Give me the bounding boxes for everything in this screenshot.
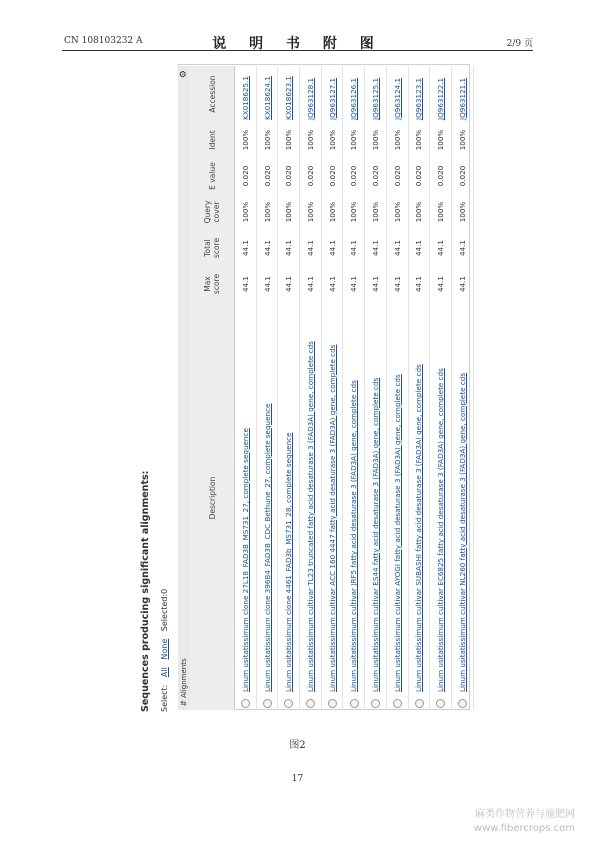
e-value-cell: 0.020 — [300, 158, 322, 194]
row-checkbox[interactable] — [350, 699, 359, 708]
accession-cell — [386, 66, 408, 122]
query-cover-cell: 100% — [365, 194, 387, 230]
row-select-cell — [256, 694, 278, 710]
description-cell — [408, 302, 430, 694]
select-label: Select: — [160, 684, 169, 712]
row-select-cell — [278, 694, 300, 710]
e-value-cell: 0.020 — [235, 158, 257, 194]
accession-header[interactable]: Accession — [190, 66, 235, 122]
description-link[interactable]: Linum usitatissimum clone 27L18_FAD3B_MS731_27, complete sequence — [240, 428, 250, 692]
query-cover-cell: 100% — [430, 194, 452, 230]
query-cover-cell: 100% — [343, 194, 365, 230]
e-value-cell: 0.020 — [430, 158, 452, 194]
figure-caption: 图2 — [289, 740, 306, 751]
patent-number: CN 108103232 A — [64, 36, 143, 46]
max-score-cell: 44.1 — [343, 266, 365, 302]
table-row — [278, 66, 300, 710]
e-value-cell: 0.020 — [365, 158, 387, 194]
ident-cell: 100% — [365, 122, 387, 158]
watermark — [474, 808, 575, 836]
header-rule — [62, 50, 533, 51]
max-score-cell: 44.1 — [235, 266, 257, 302]
query-cover-cell: 100% — [451, 194, 473, 230]
ident-cell: 100% — [300, 122, 322, 158]
e-value-cell: 0.020 — [278, 158, 300, 194]
description-link[interactable]: Linum usitatissimum clone 4461_FAD3b_MS731_28, complete sequence — [284, 432, 294, 692]
table-row — [256, 66, 278, 710]
query-cover-cell: 100% — [278, 194, 300, 230]
row-checkbox[interactable] — [371, 699, 380, 708]
accession-link[interactable]: JQ963126.1 — [349, 77, 359, 120]
accession-link[interactable]: JQ963127.1 — [327, 77, 337, 120]
query-cover-cell: 100% — [386, 194, 408, 230]
total-score-cell: 44.1 — [321, 230, 343, 266]
description-link[interactable]: Linum usitatissimum cultivar TL23 truncated fatty acid desaturase 3 (FAD3A) gene, complete cds — [305, 341, 315, 692]
description-link[interactable]: Linum usitatissimum clone 396B4_FAD3B_CDC Bethune_27, complete sequence — [262, 403, 272, 692]
accession-cell — [451, 66, 473, 122]
blast-results-panel — [140, 62, 470, 712]
table-header-row — [190, 66, 235, 710]
alignments-toolbar — [178, 66, 190, 710]
description-cell — [430, 302, 452, 694]
results-heading: Sequences producing significant alignments: — [140, 470, 151, 712]
row-checkbox[interactable] — [306, 699, 315, 708]
table-row — [451, 66, 473, 710]
max-score-cell: 44.1 — [408, 266, 430, 302]
table-row — [300, 66, 322, 710]
query-cover-cell: 100% — [408, 194, 430, 230]
ident-cell: 100% — [321, 122, 343, 158]
description-link[interactable]: Linum usitatissimum cultivar NL260 fatty acid desaturase 3 (FAD3A) gene, complete cds — [457, 372, 467, 692]
table-row — [386, 66, 408, 710]
ident-cell: 100% — [256, 122, 278, 158]
row-select-cell — [300, 694, 322, 710]
accession-cell — [235, 66, 257, 122]
page-number: 17 — [291, 774, 304, 784]
watermark-line2: www.fibercrops.com — [473, 823, 575, 834]
accession-cell — [256, 66, 278, 122]
row-select-cell — [430, 694, 452, 710]
select-all-link[interactable]: All — [160, 667, 169, 678]
row-select-cell — [235, 694, 257, 710]
max-score-cell: 44.1 — [256, 266, 278, 302]
row-select-cell — [408, 694, 430, 710]
e-value-cell: 0.020 — [386, 158, 408, 194]
max-score-cell: 44.1 — [430, 266, 452, 302]
total-score-cell: 44.1 — [386, 230, 408, 266]
description-cell — [321, 302, 343, 694]
row-checkbox[interactable] — [328, 699, 337, 708]
page-title: 说 明 书 附 图 — [212, 36, 383, 52]
accession-cell — [300, 66, 322, 122]
row-checkbox[interactable] — [241, 699, 250, 708]
total-score-cell: 44.1 — [300, 230, 322, 266]
row-select-cell — [365, 694, 387, 710]
accession-link[interactable]: JQ963124.1 — [392, 77, 402, 120]
max-score-header[interactable]: Max score — [190, 266, 235, 302]
max-score-cell: 44.1 — [278, 266, 300, 302]
max-score-cell: 44.1 — [321, 266, 343, 302]
select-column-header — [190, 694, 235, 710]
total-score-cell: 44.1 — [430, 230, 452, 266]
e-value-cell: 0.020 — [343, 158, 365, 194]
accession-cell — [408, 66, 430, 122]
ident-cell: 100% — [451, 122, 473, 158]
watermark-line1: 麻类作物营养与施肥网 — [475, 809, 575, 820]
description-link[interactable]: Linum usitatissimum cultivar AYOGI fatty acid desaturase 3 (FAD3A) gene, complete cds — [392, 374, 402, 692]
description-cell — [256, 302, 278, 694]
results-table — [190, 66, 474, 710]
description-link[interactable]: Linum usitatissimum cultivar SUBASHI fatty acid desaturase 3 (FAD3A) gene, complete cds — [414, 364, 424, 692]
accession-link[interactable]: JQ963123.1 — [414, 77, 424, 120]
total-score-cell: 44.1 — [365, 230, 387, 266]
description-link[interactable]: Linum usitatissimum cultivar ES44 fatty acid desaturase 3 (FAD3A) gene, complete cds — [370, 377, 380, 692]
accession-link[interactable]: KX018624.1 — [262, 76, 272, 120]
accession-cell — [321, 66, 343, 122]
accession-link[interactable]: KX018625.1 — [240, 76, 250, 120]
query-cover-cell: 100% — [321, 194, 343, 230]
row-checkbox[interactable] — [436, 699, 445, 708]
max-score-cell: 44.1 — [365, 266, 387, 302]
table-row — [365, 66, 387, 710]
total-score-cell: 44.1 — [343, 230, 365, 266]
accession-cell — [343, 66, 365, 122]
max-score-cell: 44.1 — [300, 266, 322, 302]
select-none-link[interactable]: None — [160, 638, 169, 660]
query-cover-header[interactable]: Query cover — [190, 194, 235, 230]
row-checkbox[interactable] — [458, 699, 467, 708]
e-value-cell: 0.020 — [451, 158, 473, 194]
accession-cell — [278, 66, 300, 122]
description-cell — [386, 302, 408, 694]
row-select-cell — [321, 694, 343, 710]
row-checkbox[interactable] — [415, 699, 424, 708]
e-value-cell: 0.020 — [408, 158, 430, 194]
description-link[interactable]: Linum usitatissimum cultivar JRF5 fatty acid desaturase 3 (FAD3A) gene, complete cds — [349, 380, 359, 692]
accession-link[interactable]: KX018623.1 — [284, 76, 294, 120]
accession-cell — [430, 66, 452, 122]
accession-link[interactable]: JQ963121.1 — [457, 77, 467, 120]
ident-cell: 100% — [386, 122, 408, 158]
total-score-cell: 44.1 — [235, 230, 257, 266]
description-cell — [343, 302, 365, 694]
query-cover-cell: 100% — [256, 194, 278, 230]
gear-icon[interactable]: ⚙ — [179, 70, 189, 79]
max-score-cell: 44.1 — [386, 266, 408, 302]
ident-cell: 100% — [343, 122, 365, 158]
description-header[interactable]: Description — [190, 302, 235, 694]
accession-cell — [365, 66, 387, 122]
row-checkbox[interactable] — [393, 699, 402, 708]
selected-count: Selected:0 — [160, 588, 169, 632]
ident-cell: 100% — [430, 122, 452, 158]
row-select-cell — [451, 694, 473, 710]
description-cell — [235, 302, 257, 694]
accession-link[interactable]: JQ963122.1 — [436, 77, 446, 120]
row-checkbox[interactable] — [284, 699, 293, 708]
total-score-cell: 44.1 — [256, 230, 278, 266]
page-indicator: 2/9 页 — [506, 39, 533, 49]
e-value-cell: 0.020 — [321, 158, 343, 194]
description-cell — [365, 302, 387, 694]
table-row — [343, 66, 365, 710]
total-score-cell: 44.1 — [451, 230, 473, 266]
e-value-cell: 0.020 — [256, 158, 278, 194]
table-row — [235, 66, 257, 710]
table-row — [430, 66, 452, 710]
blast-screenshot-figure — [140, 62, 470, 712]
table-row — [408, 66, 430, 710]
ident-cell: 100% — [235, 122, 257, 158]
description-cell — [300, 302, 322, 694]
total-score-header[interactable]: Total score — [190, 230, 235, 266]
alignments-label: Alignments — [180, 658, 188, 698]
table-row — [321, 66, 343, 710]
query-cover-cell: 100% — [300, 194, 322, 230]
ident-header[interactable]: Ident — [190, 122, 235, 158]
row-select-cell — [386, 694, 408, 710]
select-bar — [160, 584, 169, 712]
total-score-cell: 44.1 — [408, 230, 430, 266]
accession-link[interactable]: JQ963128.1 — [305, 77, 315, 120]
query-cover-cell: 100% — [235, 194, 257, 230]
e-value-header[interactable]: E value — [190, 158, 235, 194]
total-score-cell: 44.1 — [278, 230, 300, 266]
ident-cell: 100% — [408, 122, 430, 158]
row-checkbox[interactable] — [263, 699, 272, 708]
row-select-cell — [343, 694, 365, 710]
description-link[interactable]: Linum usitatissimum cultivar ACC 160 4447 fatty acid desaturase 3 (FAD3A) gene, complete cds — [327, 344, 337, 692]
ident-cell: 100% — [278, 122, 300, 158]
description-cell — [278, 302, 300, 694]
max-score-cell: 44.1 — [451, 266, 473, 302]
description-link[interactable]: Linum usitatissimum cultivar EC6825 fatty acid desaturase 3 (FAD3A) gene, complete cds — [436, 368, 446, 692]
accession-link[interactable]: JQ963125.1 — [370, 77, 380, 120]
description-cell — [451, 302, 473, 694]
alignments-toggle[interactable]: ⇵ Alignments — [180, 658, 188, 706]
